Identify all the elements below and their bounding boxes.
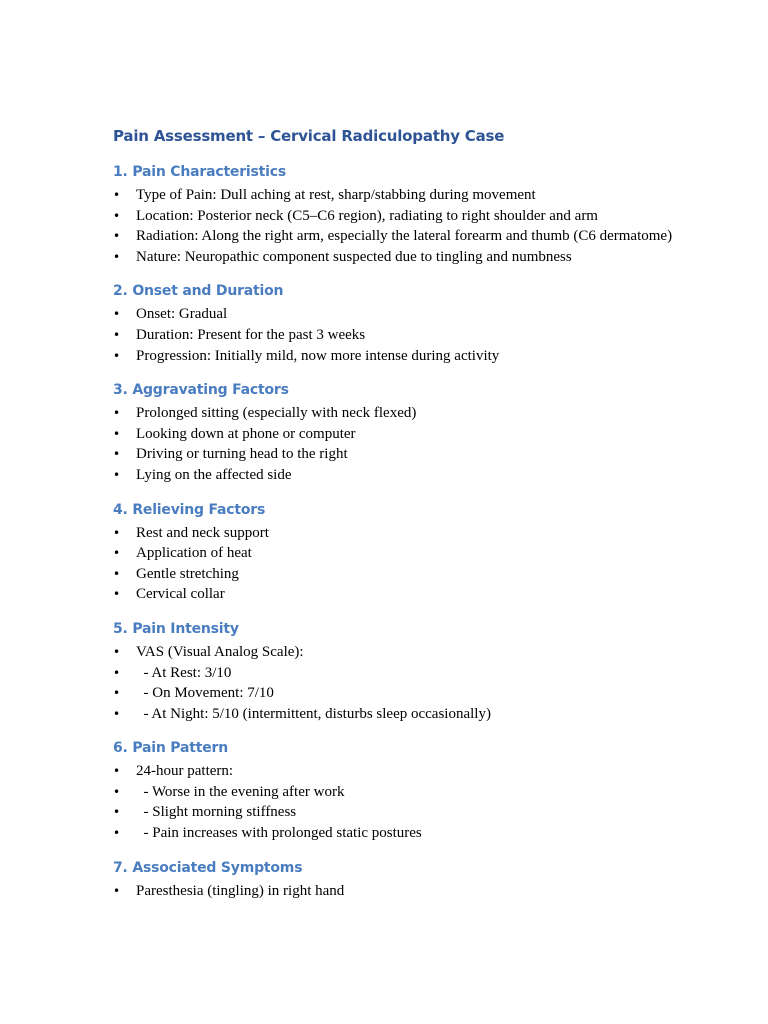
bullet-icon: • xyxy=(113,348,121,363)
section-relieving-factors xyxy=(113,500,673,605)
bullet-icon: • xyxy=(113,805,121,820)
section-heading: 5. Pain Intensity xyxy=(113,620,239,637)
list-item xyxy=(113,704,673,725)
list-item-text: Nature: Neuropathic component suspected due to tingling and numbness xyxy=(136,248,572,265)
bullet-icon: • xyxy=(113,188,121,202)
bullet-icon: • xyxy=(113,249,121,264)
section-pain-characteristics xyxy=(113,162,673,267)
list-item-text: - Pain increases with prolonged static postures xyxy=(136,825,422,842)
bullet-icon: • xyxy=(113,467,121,482)
bullet-icon: • xyxy=(113,229,121,244)
list-item xyxy=(113,823,673,844)
list-item-text: Location: Posterior neck (C5–C6 region), radiating to right shoulder and arm xyxy=(136,207,598,224)
list-item-text: Rest and neck support xyxy=(136,524,269,541)
list-item xyxy=(113,304,673,325)
list-item xyxy=(113,782,673,803)
list-item xyxy=(113,761,673,782)
bullet-list xyxy=(113,304,673,366)
document-body xyxy=(113,124,673,901)
list-item-text: - At Night: 5/10 (intermittent, disturbs sleep occasionally) xyxy=(136,705,491,722)
list-item xyxy=(113,247,673,268)
section-heading: 7. Associated Symptoms xyxy=(113,859,303,876)
list-item-text: Gentle stretching xyxy=(136,565,239,582)
bullet-list xyxy=(113,523,673,605)
list-item-text: Driving or turning head to the right xyxy=(136,446,348,463)
list-item xyxy=(113,523,673,544)
section-pain-intensity xyxy=(113,619,673,724)
section-associated-symptoms xyxy=(113,858,673,902)
list-item-text: 24-hour pattern: xyxy=(136,763,234,780)
bullet-icon: • xyxy=(113,307,121,322)
bullet-icon: • xyxy=(113,826,121,841)
section-heading: 1. Pain Characteristics xyxy=(113,164,286,180)
bullet-icon: • xyxy=(113,686,121,701)
bullet-icon: • xyxy=(113,566,121,581)
bullet-icon: • xyxy=(113,706,121,721)
bullet-list xyxy=(113,185,673,267)
list-item-text: Paresthesia (tingling) in right hand xyxy=(136,882,345,899)
bullet-icon: • xyxy=(113,525,121,540)
bullet-icon: • xyxy=(113,883,121,898)
list-item xyxy=(113,185,673,206)
bullet-icon: • xyxy=(113,546,121,561)
list-item-text: Prolonged sitting (especially with neck flexed) xyxy=(136,405,417,422)
list-item-text: - At Rest: 3/10 xyxy=(136,664,232,681)
list-item-text: Application of heat xyxy=(136,545,252,562)
bullet-icon: • xyxy=(113,784,121,799)
list-item-text: - On Movement: 7/10 xyxy=(136,685,274,702)
list-item xyxy=(113,424,673,445)
section-heading: 6. Pain Pattern xyxy=(113,740,228,757)
list-item xyxy=(113,403,673,424)
list-item xyxy=(113,802,673,823)
list-item-text: VAS (Visual Analog Scale): xyxy=(136,643,304,660)
section-aggravating-factors xyxy=(113,380,673,485)
list-item-text: - Worse in the evening after work xyxy=(136,783,345,800)
bullet-icon: • xyxy=(113,587,121,602)
bullet-icon: • xyxy=(113,665,121,680)
section-heading: 4. Relieving Factors xyxy=(113,501,266,518)
document-title: Pain Assessment – Cervical Radiculopathy Case xyxy=(113,127,505,145)
list-item-text: Progression: Initially mild, now more intense during activity xyxy=(136,347,500,364)
bullet-icon: • xyxy=(113,644,121,659)
list-item xyxy=(113,584,673,605)
list-item xyxy=(113,206,673,227)
bullet-icon: • xyxy=(113,208,121,223)
list-item xyxy=(113,564,673,585)
section-pain-pattern xyxy=(113,738,673,843)
section-onset-duration xyxy=(113,281,673,366)
list-item xyxy=(113,444,673,465)
list-item-text: - Slight morning stiffness xyxy=(136,804,297,821)
list-item-text: Cervical collar xyxy=(136,586,225,603)
list-item xyxy=(113,683,673,704)
list-item xyxy=(113,346,673,367)
bullet-icon: • xyxy=(113,406,121,421)
list-item xyxy=(113,663,673,684)
list-item xyxy=(113,881,673,902)
bullet-icon: • xyxy=(113,327,121,342)
section-heading: 2. Onset and Duration xyxy=(113,283,284,300)
bullet-icon: • xyxy=(113,764,121,779)
bullet-list xyxy=(113,403,673,485)
bullet-list xyxy=(113,881,673,902)
list-item-text: Type of Pain: Dull aching at rest, sharp/stabbing during movement xyxy=(136,187,536,203)
bullet-list xyxy=(113,642,673,724)
section-heading: 3. Aggravating Factors xyxy=(113,382,289,399)
bullet-icon: • xyxy=(113,447,121,462)
list-item xyxy=(113,465,673,486)
list-item xyxy=(113,642,673,663)
list-item xyxy=(113,226,673,247)
list-item xyxy=(113,325,673,346)
list-item-text: Duration: Present for the past 3 weeks xyxy=(136,326,366,343)
list-item-text: Lying on the affected side xyxy=(136,466,292,483)
list-item-text: Onset: Gradual xyxy=(136,306,228,323)
bullet-list xyxy=(113,761,673,843)
bullet-icon: • xyxy=(113,426,121,441)
list-item-text: Looking down at phone or computer xyxy=(136,425,356,442)
list-item-text: Radiation: Along the right arm, especially the lateral forearm and thumb (C6 dermatome) xyxy=(136,228,673,245)
list-item xyxy=(113,543,673,564)
